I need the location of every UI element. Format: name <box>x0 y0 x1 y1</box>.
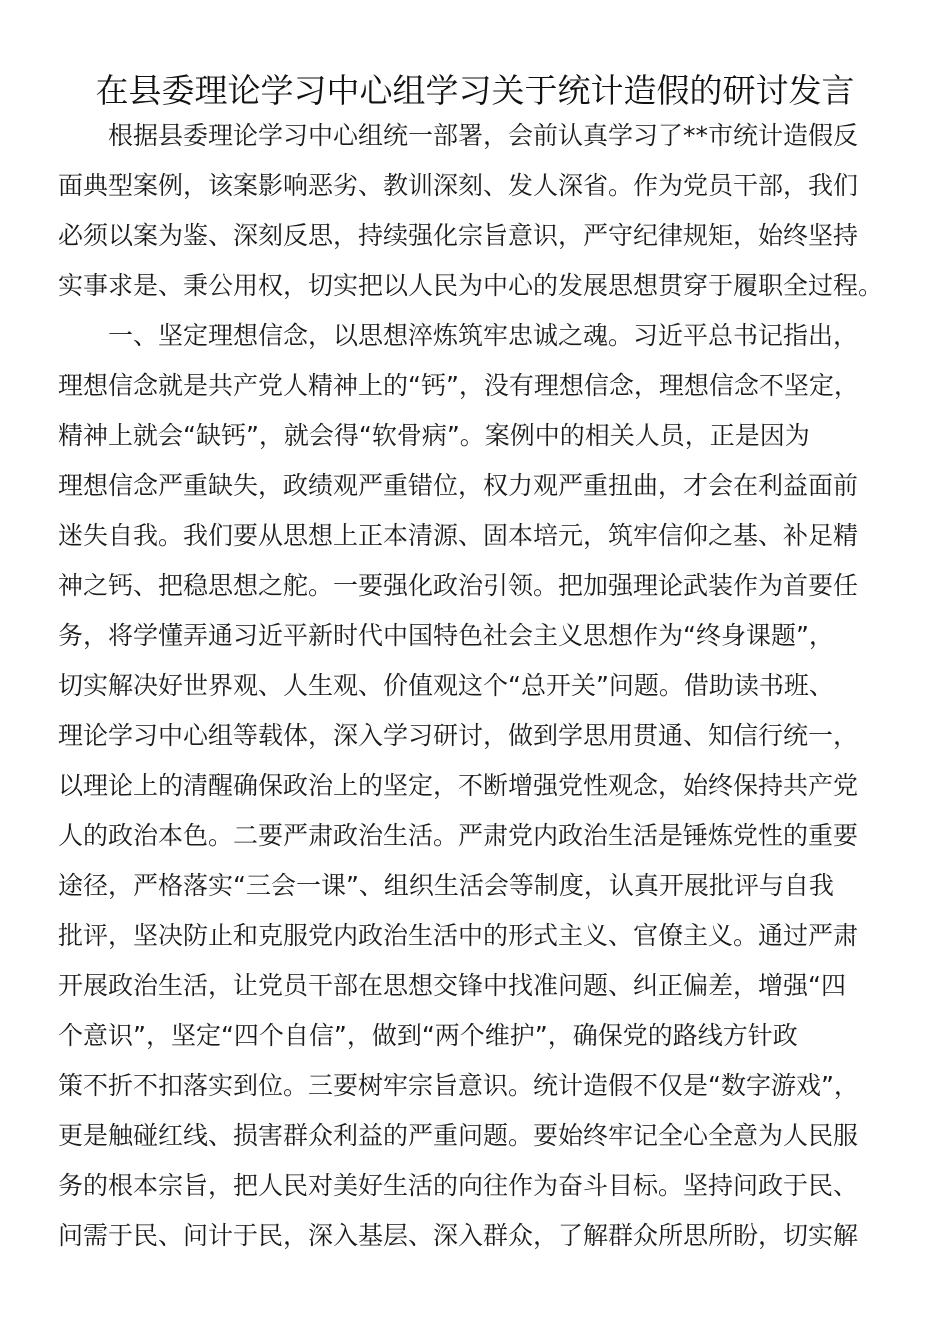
paragraph-line: 根据县委理论学习中心组统一部署，会前认真学习了**市统计造假反 <box>108 121 859 150</box>
paragraph-line: 务，将学懂弄通习近平新时代中国特色社会主义思想作为“终身课题”， <box>58 621 834 650</box>
paragraph-line: 批评，坚决防止和克服党内政治生活中的形式主义、官僚主义。通过严肃 <box>58 921 859 950</box>
paragraph-line: 问需于民、问计于民，深入基层、深入群众，了解群众所思所盼，切实解 <box>58 1221 859 1250</box>
paragraph-line: 理想信念就是共产党人精神上的“钙”，没有理想信念，理想信念不坚定， <box>58 371 859 400</box>
paragraph-line: 务的根本宗旨，把人民对美好生活的向往作为奋斗目标。坚持问政于民、 <box>58 1171 859 1200</box>
paragraph-line: 面典型案例，该案影响恶劣、教训深刻、发人深省。作为党员干部，我们 <box>58 171 859 200</box>
paragraph-line: 途径，严格落实“三会一课”、组织生活会等制度，认真开展批评与自我 <box>58 871 834 900</box>
paragraph-line: 个意识”，坚定“四个自信”，做到“两个维护”，确保党的路线方针政 <box>58 1021 798 1050</box>
paragraph-line: 迷失自我。我们要从思想上正本清源、固本培元，筑牢信仰之基、补足精 <box>58 521 859 550</box>
paragraph-line: 切实解决好世界观、人生观、价值观这个“总开关”问题。借助读书班、 <box>58 671 834 700</box>
paragraph-line: 精神上就会“缺钙”，就会得“软骨病”。案例中的相关人员，正是因为 <box>58 421 810 450</box>
paragraph-line: 人的政治本色。二要严肃政治生活。严肃党内政治生活是锤炼党性的重要 <box>58 821 859 850</box>
paragraph-line: 更是触碰红线、损害群众利益的严重问题。要始终牢记全心全意为人民服 <box>58 1121 859 1150</box>
paragraph-line: 必须以案为鉴、深刻反思，持续强化宗旨意识，严守纪律规矩，始终坚持 <box>58 221 859 250</box>
paragraph-line: 一、坚定理想信念，以思想淬炼筑牢忠诚之魂。习近平总书记指出， <box>108 321 859 350</box>
paragraph-line: 策不折不扣落实到位。三要树牢宗旨意识。统计造假不仅是“数字游戏”， <box>58 1071 859 1100</box>
paragraph-line: 实事求是、秉公用权，切实把以人民为中心的发展思想贯穿于履职全过程。 <box>58 271 884 300</box>
paragraph-line: 理想信念严重缺失，政绩观严重错位，权力观严重扭曲，才会在利益面前 <box>58 471 859 500</box>
document-title: 在县委理论学习中心组学习关于统计造假的研讨发言 <box>95 71 855 110</box>
paragraph-line: 开展政治生活，让党员干部在思想交锋中找准问题、纠正偏差，增强“四 <box>58 971 846 1000</box>
paragraph-line: 理论学习中心组等载体，深入学习研讨，做到学思用贯通、知信行统一， <box>58 721 859 750</box>
paragraph-line: 以理论上的清醒确保政治上的坚定，不断增强党性观念，始终保持共产党 <box>58 771 859 800</box>
paragraph-line: 神之钙、把稳思想之舵。一要强化政治引领。把加强理论武装作为首要任 <box>58 571 859 600</box>
